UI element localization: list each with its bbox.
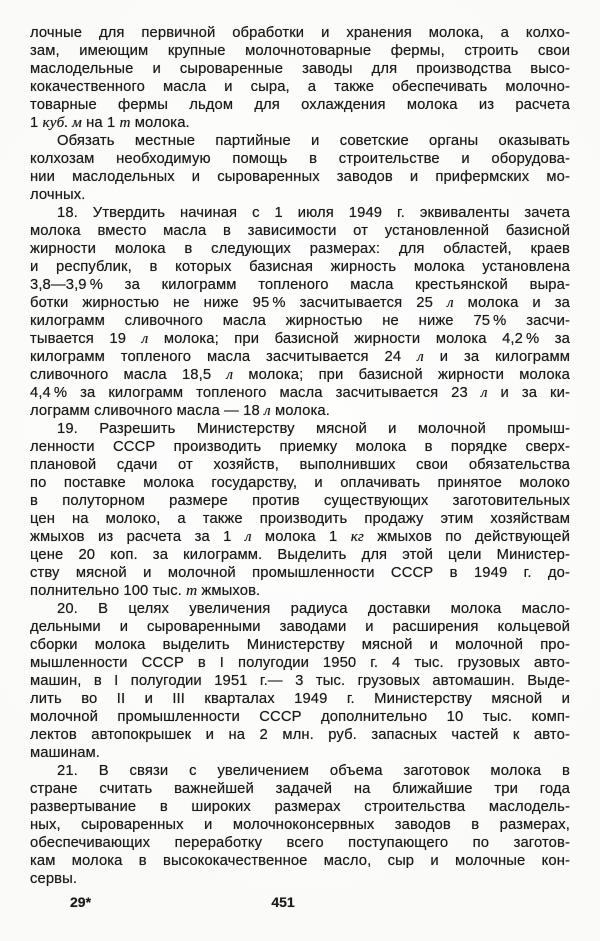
text-line: [30, 42, 570, 60]
text-run: молока; при базисной жирности молока: [233, 367, 570, 383]
text-run: машин, в I полугодии 1951 г.— 3 тыс. грузовых автомашин. Выде-: [30, 673, 570, 689]
text-run: жмыхов.: [197, 583, 261, 599]
text-line: [30, 690, 570, 708]
text-run: зам, имеющим крупные молочнотоварные фермы, строить свои: [30, 43, 570, 59]
text-line: [30, 420, 570, 438]
text-run: цен на молоко, а также производить продажу этим хозяйствам: [30, 511, 570, 527]
text-run: молока вместо масла в зависимости от установленной базисной: [30, 223, 570, 239]
text-line: [30, 438, 570, 456]
text-line: [30, 60, 570, 78]
unit-italic: кг: [350, 528, 364, 545]
text-line: [30, 240, 570, 258]
unit-italic: т: [186, 582, 198, 599]
text-run: жмыхов по действующей: [363, 529, 570, 545]
text-line: [30, 870, 570, 888]
text-run: развертывание в широких размерах строительства маслодель-: [30, 799, 570, 815]
text-line: [30, 222, 570, 240]
text-run: сливочного масла 18,5: [30, 367, 227, 383]
text-run: кам молока в высококачественное масло, сыр и молочные кон-: [30, 853, 570, 869]
text-line: [30, 294, 570, 312]
text-line: [30, 510, 570, 528]
text-run: мышленности СССР в I полугодии 1950 г. 4 тыс. грузовых авто-: [30, 655, 570, 671]
text-line: [30, 96, 570, 114]
text-run: нии маслодельных и сыроваренных заводов и прифермских мо-: [30, 169, 570, 185]
text-line: [30, 276, 570, 294]
text-run: молока и за: [453, 295, 570, 311]
unit-italic: куб. м: [42, 114, 82, 131]
paragraph-3: [30, 204, 570, 420]
text-run: дельными и сыроваренными заводами и расширения кольцевой: [30, 619, 570, 635]
paragraph-6: [30, 762, 570, 888]
page-number: 451: [271, 894, 295, 910]
text-run: и за килограмм: [423, 349, 570, 365]
text-line: [30, 528, 570, 546]
text-line: [30, 114, 570, 132]
unit-italic: л: [141, 330, 149, 347]
unit-italic: л: [480, 384, 488, 401]
text-run: лочные для первичной обработки и хранения молока, а колхо-: [30, 25, 570, 41]
text-run: ленности СССР производить приемку молока в порядке сверх-: [30, 439, 570, 455]
text-run: по поставке молока государству, и оплачивать принятое молоко: [30, 475, 570, 491]
text-run: молока 1: [251, 529, 351, 545]
text-run: 18. Утвердить начиная с 1 июля 1949 г. эквиваленты зачета: [57, 205, 570, 221]
text-line: [30, 546, 570, 564]
text-line: [30, 492, 570, 510]
text-run: полнительно 100 тыс.: [30, 583, 187, 599]
text-run: сборки молока выделить Министерству мясной и молочной про-: [30, 637, 570, 653]
text-run: жмыхов из расчета за 1: [30, 529, 245, 545]
text-run: килограмм сливочного масла жирностью не ниже 75 % засчи-: [30, 313, 570, 329]
document-text: [30, 24, 570, 888]
paragraph-5: [30, 600, 570, 762]
text-line: [30, 582, 570, 600]
text-line: [30, 78, 570, 96]
unit-italic: т: [119, 114, 131, 131]
text-run: цене 20 коп. за килограмм. Выделить для этой цели Министер-: [30, 547, 570, 563]
paragraph-1: [30, 24, 570, 132]
text-line: [30, 726, 570, 744]
text-run: машинам.: [30, 745, 101, 761]
unit-italic: л: [446, 294, 454, 311]
paragraph-2: [30, 132, 570, 204]
text-line: [30, 312, 570, 330]
text-line: [30, 150, 570, 168]
signature-mark: 29*: [70, 894, 92, 910]
unit-italic: л: [417, 348, 424, 365]
text-run: стране считать важнейшей задачей на ближайшие три года: [30, 781, 570, 797]
text-run: лектов автопокрышек и на 2 млн. руб. запасных частей к авто-: [30, 727, 570, 743]
text-run: колхозам необходимую помощь в строительстве и оборудова-: [30, 151, 570, 167]
text-run: на 1: [81, 115, 120, 131]
text-run: тывается 19: [30, 331, 142, 347]
text-run: килограмм топленого масла засчитывается 24: [30, 349, 418, 365]
text-line: [30, 348, 570, 366]
text-run: Обязать местные партийные и советские органы оказывать: [57, 133, 570, 149]
text-line: [30, 258, 570, 276]
text-run: молока.: [130, 115, 190, 131]
text-line: [30, 456, 570, 474]
text-run: 19. Разрешить Министерству мясной и молочной промыш-: [57, 421, 570, 437]
text-run: молока.: [270, 403, 330, 419]
text-line: [30, 834, 570, 852]
text-run: молочной промышленности СССР дополнительно 10 тыс. комп-: [30, 709, 570, 725]
text-line: [30, 600, 570, 618]
text-run: сервы.: [30, 871, 78, 887]
text-line: [30, 564, 570, 582]
text-line: [30, 384, 570, 402]
unit-italic: л: [244, 528, 252, 545]
text-run: обеспечивающих переработку всего поступающего по заготов-: [30, 835, 570, 851]
text-run: лограмм сливочного масла — 18: [30, 403, 265, 419]
text-line: [30, 618, 570, 636]
unit-italic: л: [226, 366, 234, 383]
text-line: [30, 474, 570, 492]
text-run: 3,8—3,9 % за килограмм топленого масла крестьянской выра-: [30, 277, 570, 293]
text-line: [30, 654, 570, 672]
text-line: [30, 330, 570, 348]
text-run: и республик, в которых базисная жирность молока установлена: [30, 259, 570, 275]
text-line: [30, 636, 570, 654]
text-run: кокачественного масла и сыра, а также обеспечивать молочно-: [30, 79, 570, 95]
text-run: ству мясной и молочной промышленности СССР в 1949 г. до-: [30, 565, 570, 581]
text-run: ных, сыроваренных и молочноконсервных заводов в размерах,: [30, 817, 570, 833]
text-run: товарные фермы льдом для охлаждения молока из расчета: [30, 97, 570, 113]
unit-italic: л: [264, 402, 271, 419]
text-run: в полуторном размере против существующих заготовительных: [30, 493, 570, 509]
text-line: [30, 762, 570, 780]
text-line: [30, 204, 570, 222]
text-run: 21. В связи с увеличением объема заготовок молока в: [57, 763, 570, 779]
text-run: 20. В целях увеличения радиуса доставки молока масло-: [57, 601, 570, 617]
text-line: [30, 24, 570, 42]
page-footer: [0, 893, 600, 911]
text-run: жирности молока в следующих размерах: для областей, краев: [30, 241, 570, 257]
text-run: 4,4 % за килограмм топленого масла засчитывается 23: [30, 385, 481, 401]
text-run: лочных.: [30, 187, 86, 203]
text-line: [30, 132, 570, 150]
text-run: 1: [30, 115, 43, 131]
text-run: маслодельные и сыроваренные заводы для производства высо-: [30, 61, 570, 77]
text-run: ботки жирностью не ниже 95 % засчитывается 25: [30, 295, 447, 311]
text-line: [30, 780, 570, 798]
text-line: [30, 798, 570, 816]
text-line: [30, 366, 570, 384]
text-run: плановой сдачи от хозяйств, выполнивших свои обязательства: [30, 457, 570, 473]
text-line: [30, 402, 570, 420]
text-run: молока; при базисной жирности молока 4,2 % за: [148, 331, 570, 347]
text-line: [30, 168, 570, 186]
paragraph-4: [30, 420, 570, 600]
text-line: [30, 672, 570, 690]
text-line: [30, 186, 570, 204]
text-line: [30, 708, 570, 726]
text-line: [30, 744, 570, 762]
text-line: [30, 852, 570, 870]
text-run: лить во II и III кварталах 1949 г. Министерству мясной и: [30, 691, 570, 707]
text-run: и за ки-: [487, 385, 570, 401]
text-line: [30, 816, 570, 834]
